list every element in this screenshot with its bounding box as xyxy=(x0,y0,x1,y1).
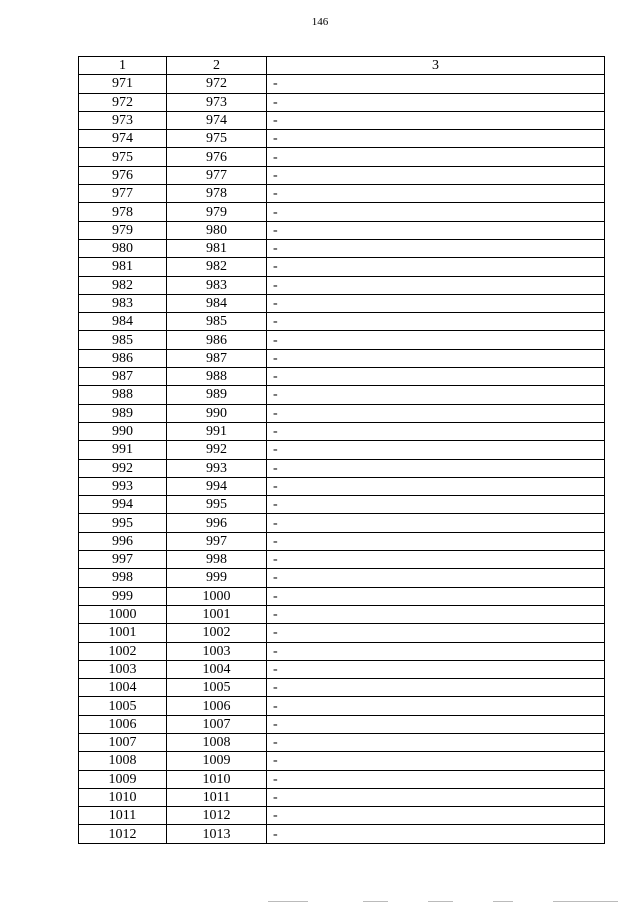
cell-col-2: 1008 xyxy=(167,733,267,751)
cell-col-2: 983 xyxy=(167,276,267,294)
table-row xyxy=(79,166,605,184)
cell-col-3: - xyxy=(267,697,605,715)
column-header-3: 3 xyxy=(267,57,605,75)
cell-col-3: - xyxy=(267,477,605,495)
table-row xyxy=(79,807,605,825)
cell-col-2: 1006 xyxy=(167,697,267,715)
cell-col-2: 1012 xyxy=(167,807,267,825)
cell-col-3: - xyxy=(267,605,605,623)
cell-col-1: 996 xyxy=(79,532,167,550)
page-number: 146 xyxy=(311,16,329,28)
table-row xyxy=(79,660,605,678)
column-header-1: 1 xyxy=(79,57,167,75)
cell-col-1: 984 xyxy=(79,313,167,331)
cell-col-1: 980 xyxy=(79,239,167,257)
cell-col-3: - xyxy=(267,331,605,349)
cell-col-1: 979 xyxy=(79,221,167,239)
cell-col-3: - xyxy=(267,660,605,678)
cell-col-3: - xyxy=(267,770,605,788)
table-row xyxy=(79,258,605,276)
cell-col-1: 978 xyxy=(79,203,167,221)
cell-col-3: - xyxy=(267,496,605,514)
cell-col-1: 1000 xyxy=(79,605,167,623)
cell-col-2: 979 xyxy=(167,203,267,221)
cell-col-1: 1009 xyxy=(79,770,167,788)
cell-col-1: 1010 xyxy=(79,788,167,806)
cell-col-2: 992 xyxy=(167,441,267,459)
cell-col-3: - xyxy=(267,459,605,477)
table-header xyxy=(79,57,605,75)
cell-col-1: 971 xyxy=(79,75,167,93)
cell-col-2: 1013 xyxy=(167,825,267,843)
cell-col-1: 1011 xyxy=(79,807,167,825)
cell-col-3: - xyxy=(267,75,605,93)
cell-col-2: 982 xyxy=(167,258,267,276)
table-row xyxy=(79,276,605,294)
cell-col-2: 977 xyxy=(167,166,267,184)
cell-col-3: - xyxy=(267,148,605,166)
cell-col-3: - xyxy=(267,368,605,386)
cell-col-1: 995 xyxy=(79,514,167,532)
cell-col-2: 981 xyxy=(167,239,267,257)
table-row xyxy=(79,221,605,239)
table-row xyxy=(79,587,605,605)
cell-col-2: 995 xyxy=(167,496,267,514)
cell-col-2: 987 xyxy=(167,349,267,367)
cell-col-1: 985 xyxy=(79,331,167,349)
cell-col-3: - xyxy=(267,825,605,843)
cell-col-3: - xyxy=(267,422,605,440)
table-row xyxy=(79,679,605,697)
table-row xyxy=(79,569,605,587)
table-row xyxy=(79,788,605,806)
cell-col-3: - xyxy=(267,221,605,239)
cell-col-2: 1010 xyxy=(167,770,267,788)
table-row xyxy=(79,294,605,312)
table-row xyxy=(79,532,605,550)
cell-col-3: - xyxy=(267,514,605,532)
cell-col-3: - xyxy=(267,166,605,184)
cell-col-2: 980 xyxy=(167,221,267,239)
cell-col-2: 996 xyxy=(167,514,267,532)
table-row xyxy=(79,477,605,495)
cell-col-3: - xyxy=(267,752,605,770)
table-row xyxy=(79,825,605,843)
header-row xyxy=(79,57,605,75)
cell-col-1: 977 xyxy=(79,185,167,203)
table-row xyxy=(79,93,605,111)
cell-col-3: - xyxy=(267,130,605,148)
cell-col-3: - xyxy=(267,733,605,751)
cell-col-1: 1003 xyxy=(79,660,167,678)
cell-col-1: 974 xyxy=(79,130,167,148)
table-row xyxy=(79,75,605,93)
cell-col-2: 1004 xyxy=(167,660,267,678)
cell-col-2: 990 xyxy=(167,404,267,422)
cell-col-2: 998 xyxy=(167,551,267,569)
cell-col-1: 986 xyxy=(79,349,167,367)
cell-col-2: 999 xyxy=(167,569,267,587)
cell-col-1: 1001 xyxy=(79,624,167,642)
cell-col-3: - xyxy=(267,203,605,221)
table-row xyxy=(79,642,605,660)
cell-col-2: 989 xyxy=(167,386,267,404)
cell-col-2: 993 xyxy=(167,459,267,477)
cell-col-2: 1009 xyxy=(167,752,267,770)
cell-col-2: 976 xyxy=(167,148,267,166)
cell-col-3: - xyxy=(267,532,605,550)
cell-col-1: 988 xyxy=(79,386,167,404)
cell-col-2: 994 xyxy=(167,477,267,495)
cell-col-1: 982 xyxy=(79,276,167,294)
cell-col-2: 991 xyxy=(167,422,267,440)
cell-col-1: 1002 xyxy=(79,642,167,660)
cell-col-2: 1011 xyxy=(167,788,267,806)
cell-col-2: 974 xyxy=(167,111,267,129)
cell-col-3: - xyxy=(267,624,605,642)
scan-artifact-marks xyxy=(268,900,618,903)
cell-col-1: 987 xyxy=(79,368,167,386)
cell-col-1: 1008 xyxy=(79,752,167,770)
table-row xyxy=(79,349,605,367)
cell-col-3: - xyxy=(267,587,605,605)
table-row xyxy=(79,514,605,532)
cell-col-3: - xyxy=(267,441,605,459)
cell-col-2: 997 xyxy=(167,532,267,550)
cell-col-2: 1003 xyxy=(167,642,267,660)
cell-col-1: 1004 xyxy=(79,679,167,697)
table-row xyxy=(79,551,605,569)
cell-col-3: - xyxy=(267,294,605,312)
table-row xyxy=(79,697,605,715)
table-row xyxy=(79,239,605,257)
cell-col-2: 1007 xyxy=(167,715,267,733)
table-row xyxy=(79,130,605,148)
table-row xyxy=(79,313,605,331)
table-row xyxy=(79,386,605,404)
cell-col-1: 990 xyxy=(79,422,167,440)
table-row xyxy=(79,441,605,459)
data-table xyxy=(78,56,605,844)
cell-col-3: - xyxy=(267,276,605,294)
table-row xyxy=(79,770,605,788)
cell-col-1: 975 xyxy=(79,148,167,166)
cell-col-2: 978 xyxy=(167,185,267,203)
table-row xyxy=(79,368,605,386)
cell-col-1: 1006 xyxy=(79,715,167,733)
cell-col-3: - xyxy=(267,93,605,111)
cell-col-2: 972 xyxy=(167,75,267,93)
table-body xyxy=(79,75,605,843)
cell-col-1: 983 xyxy=(79,294,167,312)
cell-col-1: 989 xyxy=(79,404,167,422)
cell-col-3: - xyxy=(267,569,605,587)
cell-col-3: - xyxy=(267,715,605,733)
table-row xyxy=(79,203,605,221)
cell-col-3: - xyxy=(267,185,605,203)
table-row xyxy=(79,715,605,733)
table-row xyxy=(79,185,605,203)
cell-col-2: 986 xyxy=(167,331,267,349)
cell-col-2: 1001 xyxy=(167,605,267,623)
cell-col-3: - xyxy=(267,349,605,367)
cell-col-1: 993 xyxy=(79,477,167,495)
cell-col-1: 998 xyxy=(79,569,167,587)
cell-col-1: 994 xyxy=(79,496,167,514)
cell-col-1: 976 xyxy=(79,166,167,184)
cell-col-2: 988 xyxy=(167,368,267,386)
cell-col-2: 1000 xyxy=(167,587,267,605)
cell-col-1: 972 xyxy=(79,93,167,111)
cell-col-3: - xyxy=(267,386,605,404)
table-row xyxy=(79,111,605,129)
cell-col-1: 999 xyxy=(79,587,167,605)
cell-col-2: 1002 xyxy=(167,624,267,642)
table-row xyxy=(79,605,605,623)
column-header-2: 2 xyxy=(167,57,267,75)
cell-col-3: - xyxy=(267,111,605,129)
table-row xyxy=(79,148,605,166)
cell-col-1: 981 xyxy=(79,258,167,276)
cell-col-3: - xyxy=(267,313,605,331)
cell-col-1: 992 xyxy=(79,459,167,477)
cell-col-3: - xyxy=(267,404,605,422)
cell-col-3: - xyxy=(267,258,605,276)
cell-col-3: - xyxy=(267,788,605,806)
cell-col-1: 1005 xyxy=(79,697,167,715)
cell-col-3: - xyxy=(267,807,605,825)
cell-col-1: 991 xyxy=(79,441,167,459)
cell-col-2: 984 xyxy=(167,294,267,312)
table-row xyxy=(79,331,605,349)
table-row xyxy=(79,496,605,514)
table-row xyxy=(79,404,605,422)
cell-col-3: - xyxy=(267,239,605,257)
data-table-container xyxy=(78,56,604,844)
cell-col-2: 985 xyxy=(167,313,267,331)
cell-col-1: 1007 xyxy=(79,733,167,751)
cell-col-1: 973 xyxy=(79,111,167,129)
cell-col-2: 1005 xyxy=(167,679,267,697)
cell-col-1: 1012 xyxy=(79,825,167,843)
cell-col-2: 973 xyxy=(167,93,267,111)
table-row xyxy=(79,422,605,440)
cell-col-1: 997 xyxy=(79,551,167,569)
table-row xyxy=(79,733,605,751)
table-row xyxy=(79,624,605,642)
table-row xyxy=(79,459,605,477)
cell-col-3: - xyxy=(267,551,605,569)
table-row xyxy=(79,752,605,770)
cell-col-3: - xyxy=(267,642,605,660)
cell-col-3: - xyxy=(267,679,605,697)
cell-col-2: 975 xyxy=(167,130,267,148)
